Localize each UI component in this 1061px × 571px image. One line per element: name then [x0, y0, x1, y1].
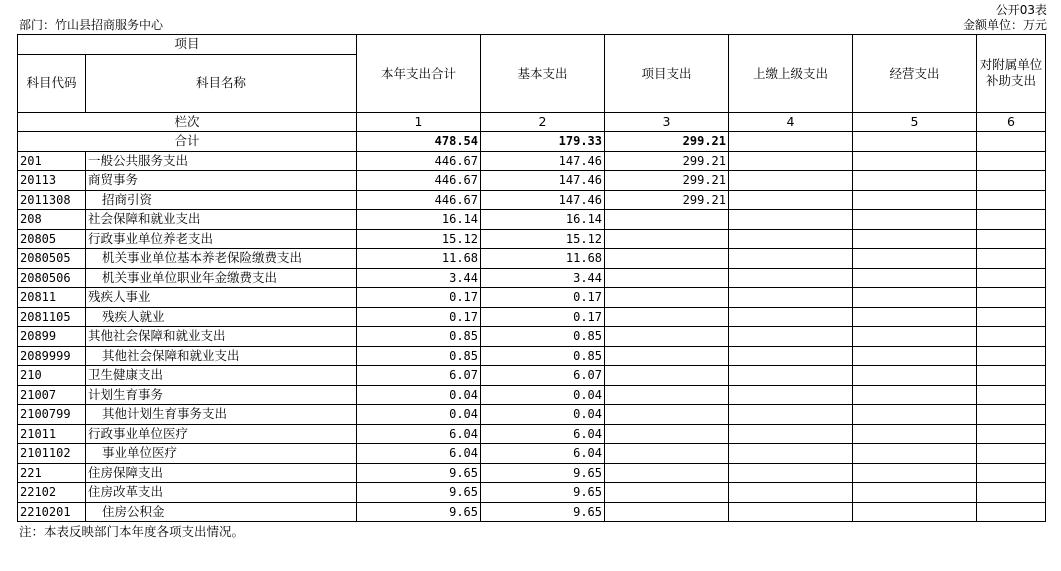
row-code: 20899 — [18, 327, 86, 347]
row-upper — [729, 463, 853, 483]
row-subsidy — [977, 171, 1046, 191]
row-total: 6.07 — [357, 366, 481, 386]
row-name: 机关事业单位职业年金缴费支出 — [86, 268, 357, 288]
row-basic: 16.14 — [481, 210, 605, 230]
row-upper — [729, 210, 853, 230]
row-business — [853, 229, 977, 249]
table-row — [18, 327, 1046, 347]
row-basic: 11.68 — [481, 249, 605, 269]
table-row — [18, 346, 1046, 366]
row-project — [605, 229, 729, 249]
table-row — [18, 151, 1046, 171]
row-subsidy — [977, 210, 1046, 230]
row-project — [605, 307, 729, 327]
total-project: 299.21 — [605, 132, 729, 152]
row-project — [605, 288, 729, 308]
row-name: 行政事业单位养老支出 — [86, 229, 357, 249]
table-row — [18, 405, 1046, 425]
row-project — [605, 210, 729, 230]
row-code: 21011 — [18, 424, 86, 444]
table-row — [18, 229, 1046, 249]
seq-3: 3 — [605, 112, 729, 132]
row-upper — [729, 171, 853, 191]
row-name: 卫生健康支出 — [86, 366, 357, 386]
row-total: 3.44 — [357, 268, 481, 288]
row-project: 299.21 — [605, 171, 729, 191]
row-code: 22102 — [18, 483, 86, 503]
row-subsidy — [977, 405, 1046, 425]
row-total: 9.65 — [357, 483, 481, 503]
row-name: 商贸事务 — [86, 171, 357, 191]
row-upper — [729, 151, 853, 171]
row-business — [853, 483, 977, 503]
row-total: 6.04 — [357, 444, 481, 464]
row-code: 210 — [18, 366, 86, 386]
header-row-1 — [18, 35, 1046, 55]
row-name: 社会保障和就业支出 — [86, 210, 357, 230]
row-name: 住房保障支出 — [86, 463, 357, 483]
row-upper — [729, 405, 853, 425]
row-project — [605, 366, 729, 386]
row-total: 0.85 — [357, 327, 481, 347]
row-basic: 15.12 — [481, 229, 605, 249]
row-business — [853, 463, 977, 483]
seq-5: 5 — [853, 112, 977, 132]
row-upper — [729, 424, 853, 444]
row-subsidy — [977, 229, 1046, 249]
row-upper — [729, 502, 853, 522]
row-basic: 9.65 — [481, 502, 605, 522]
row-name: 招商引资 — [86, 190, 357, 210]
table-row — [18, 366, 1046, 386]
row-business — [853, 151, 977, 171]
row-business — [853, 327, 977, 347]
row-project — [605, 327, 729, 347]
row-business — [853, 171, 977, 191]
row-business — [853, 424, 977, 444]
row-code: 20811 — [18, 288, 86, 308]
row-code: 221 — [18, 463, 86, 483]
row-code: 2080505 — [18, 249, 86, 269]
row-business — [853, 346, 977, 366]
row-subsidy — [977, 307, 1046, 327]
row-upper — [729, 346, 853, 366]
row-subsidy — [977, 502, 1046, 522]
row-upper — [729, 385, 853, 405]
row-basic: 6.04 — [481, 424, 605, 444]
header-business: 经营支出 — [853, 35, 977, 113]
header-project-expense: 项目支出 — [605, 35, 729, 113]
row-name: 其他计划生育事务支出 — [86, 405, 357, 425]
row-upper — [729, 327, 853, 347]
table-row — [18, 424, 1046, 444]
table-row — [18, 288, 1046, 308]
row-total: 0.17 — [357, 307, 481, 327]
row-subsidy — [977, 249, 1046, 269]
row-code: 2210201 — [18, 502, 86, 522]
row-subsidy — [977, 483, 1046, 503]
row-upper — [729, 483, 853, 503]
row-subsidy — [977, 385, 1046, 405]
header-code: 科目代码 — [18, 54, 86, 112]
form-id: 公开03表 — [995, 3, 1047, 17]
row-basic: 0.17 — [481, 288, 605, 308]
row-code: 20113 — [18, 171, 86, 191]
total-business — [853, 132, 977, 152]
row-project — [605, 463, 729, 483]
row-total: 16.14 — [357, 210, 481, 230]
total-total: 478.54 — [357, 132, 481, 152]
total-row — [18, 132, 1046, 152]
total-label: 合计 — [18, 132, 357, 152]
row-name: 住房改革支出 — [86, 483, 357, 503]
row-upper — [729, 366, 853, 386]
row-total: 0.04 — [357, 405, 481, 425]
row-upper — [729, 307, 853, 327]
row-project — [605, 444, 729, 464]
table-row — [18, 307, 1046, 327]
row-basic: 6.07 — [481, 366, 605, 386]
row-subsidy — [977, 444, 1046, 464]
table-row — [18, 444, 1046, 464]
row-code: 201 — [18, 151, 86, 171]
seq-6: 6 — [977, 112, 1046, 132]
row-subsidy — [977, 288, 1046, 308]
header-name: 科目名称 — [86, 54, 357, 112]
footer-note: 注：本表反映部门本年度各项支出情况。 — [19, 524, 245, 539]
row-code: 2101102 — [18, 444, 86, 464]
row-total: 0.17 — [357, 288, 481, 308]
row-project — [605, 405, 729, 425]
row-basic: 9.65 — [481, 463, 605, 483]
row-business — [853, 385, 977, 405]
row-name: 其他社会保障和就业支出 — [86, 327, 357, 347]
row-basic: 147.46 — [481, 151, 605, 171]
header-project: 项目 — [18, 35, 357, 55]
row-code: 208 — [18, 210, 86, 230]
header-upper: 上缴上级支出 — [729, 35, 853, 113]
row-code: 21007 — [18, 385, 86, 405]
row-total: 0.04 — [357, 385, 481, 405]
row-total: 446.67 — [357, 171, 481, 191]
row-name: 残疾人就业 — [86, 307, 357, 327]
row-total: 6.04 — [357, 424, 481, 444]
row-name: 行政事业单位医疗 — [86, 424, 357, 444]
row-business — [853, 288, 977, 308]
row-business — [853, 249, 977, 269]
header-total: 本年支出合计 — [357, 35, 481, 113]
row-name: 一般公共服务支出 — [86, 151, 357, 171]
table-row — [18, 171, 1046, 191]
row-business — [853, 405, 977, 425]
row-business — [853, 268, 977, 288]
seq-1: 1 — [357, 112, 481, 132]
unit-label: 金额单位：万元 — [962, 18, 1047, 32]
row-business — [853, 307, 977, 327]
row-project: 299.21 — [605, 190, 729, 210]
table-row — [18, 210, 1046, 230]
table-row — [18, 249, 1046, 269]
total-subsidy — [977, 132, 1046, 152]
row-upper — [729, 229, 853, 249]
row-basic: 9.65 — [481, 483, 605, 503]
row-name: 计划生育事务 — [86, 385, 357, 405]
row-basic: 0.04 — [481, 405, 605, 425]
header-basic: 基本支出 — [481, 35, 605, 113]
seq-row — [18, 112, 1046, 132]
row-basic: 0.17 — [481, 307, 605, 327]
row-name: 残疾人事业 — [86, 288, 357, 308]
row-subsidy — [977, 424, 1046, 444]
row-project — [605, 346, 729, 366]
row-basic: 6.04 — [481, 444, 605, 464]
row-name: 住房公积金 — [86, 502, 357, 522]
expenditure-table — [17, 34, 1046, 522]
row-subsidy — [977, 151, 1046, 171]
row-project — [605, 268, 729, 288]
row-business — [853, 444, 977, 464]
table-row — [18, 463, 1046, 483]
row-code: 2080506 — [18, 268, 86, 288]
row-subsidy — [977, 268, 1046, 288]
seq-2: 2 — [481, 112, 605, 132]
row-total: 446.67 — [357, 151, 481, 171]
row-basic: 147.46 — [481, 190, 605, 210]
row-project: 299.21 — [605, 151, 729, 171]
row-code: 2011308 — [18, 190, 86, 210]
row-basic: 147.46 — [481, 171, 605, 191]
row-upper — [729, 268, 853, 288]
row-project — [605, 385, 729, 405]
row-name: 其他社会保障和就业支出 — [86, 346, 357, 366]
row-subsidy — [977, 366, 1046, 386]
row-business — [853, 502, 977, 522]
table-row — [18, 502, 1046, 522]
table-row — [18, 385, 1046, 405]
row-project — [605, 424, 729, 444]
row-business — [853, 366, 977, 386]
row-total: 0.85 — [357, 346, 481, 366]
seq-label: 栏次 — [18, 112, 357, 132]
row-code: 2081105 — [18, 307, 86, 327]
row-business — [853, 190, 977, 210]
row-upper — [729, 249, 853, 269]
row-project — [605, 483, 729, 503]
row-upper — [729, 288, 853, 308]
row-name: 事业单位医疗 — [86, 444, 357, 464]
row-basic: 0.85 — [481, 327, 605, 347]
seq-4: 4 — [729, 112, 853, 132]
row-total: 15.12 — [357, 229, 481, 249]
row-total: 9.65 — [357, 463, 481, 483]
header-subsidy: 对附属单位补助支出 — [977, 35, 1046, 113]
row-subsidy — [977, 463, 1046, 483]
row-business — [853, 210, 977, 230]
row-total: 11.68 — [357, 249, 481, 269]
row-subsidy — [977, 190, 1046, 210]
row-subsidy — [977, 346, 1046, 366]
department-label: 部门：竹山县招商服务中心 — [19, 18, 164, 32]
row-name: 机关事业单位基本养老保险缴费支出 — [86, 249, 357, 269]
table-row — [18, 268, 1046, 288]
table-row — [18, 483, 1046, 503]
row-total: 446.67 — [357, 190, 481, 210]
row-project — [605, 502, 729, 522]
row-basic: 0.04 — [481, 385, 605, 405]
row-basic: 3.44 — [481, 268, 605, 288]
row-code: 2089999 — [18, 346, 86, 366]
row-project — [605, 249, 729, 269]
row-basic: 0.85 — [481, 346, 605, 366]
table-row — [18, 190, 1046, 210]
row-code: 20805 — [18, 229, 86, 249]
total-upper — [729, 132, 853, 152]
row-total: 9.65 — [357, 502, 481, 522]
row-upper — [729, 444, 853, 464]
row-upper — [729, 190, 853, 210]
total-basic: 179.33 — [481, 132, 605, 152]
row-subsidy — [977, 327, 1046, 347]
row-code: 2100799 — [18, 405, 86, 425]
